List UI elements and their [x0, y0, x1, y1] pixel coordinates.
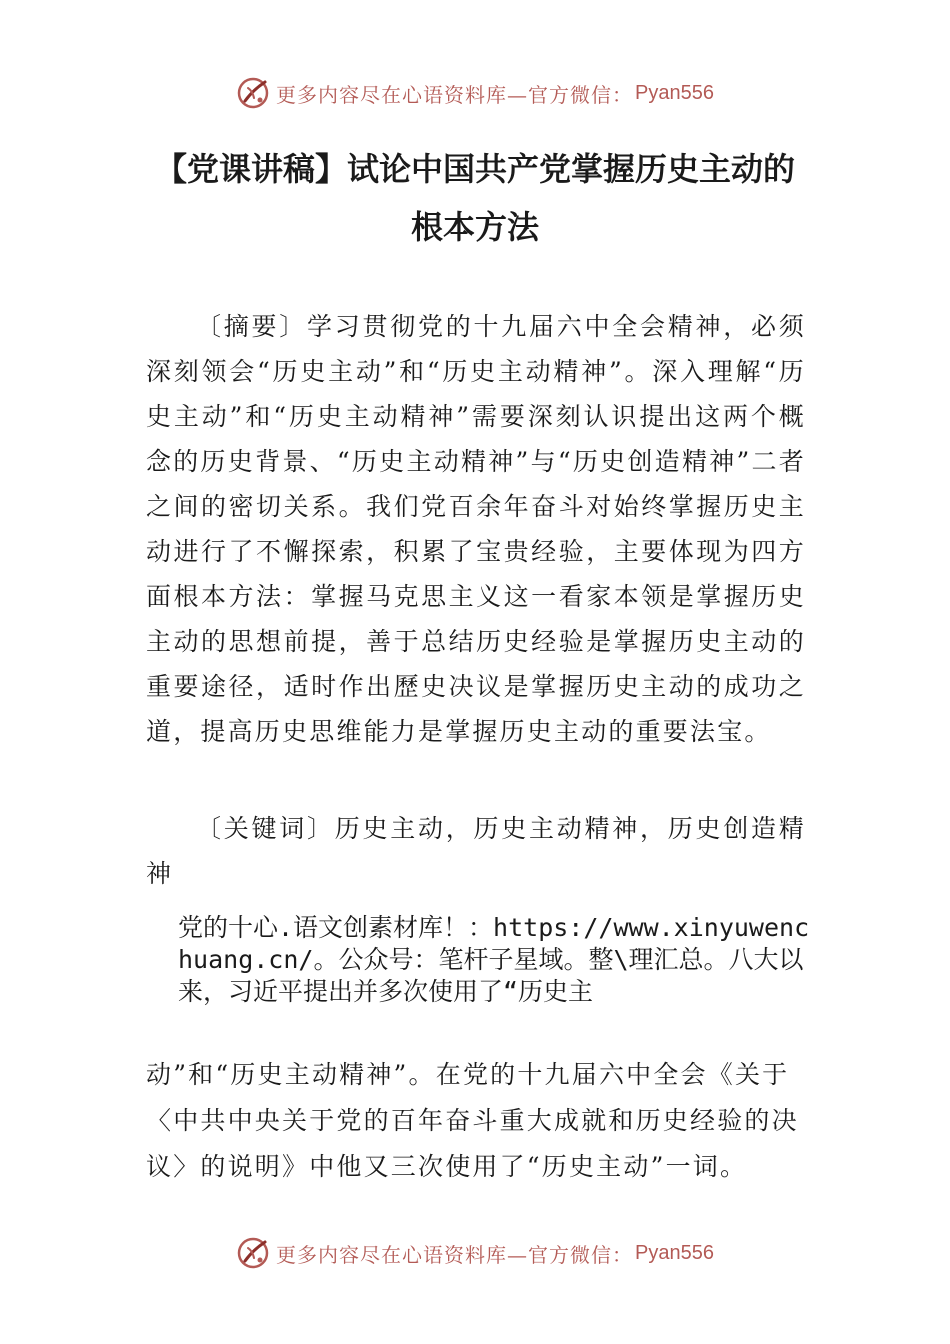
document-title: 【党课讲稿】试论中国共产党掌握历史主动的根本方法 — [154, 150, 795, 246]
header-banner-text: 更多内容尽在心语资料库—官方微信： — [276, 82, 634, 107]
footer-banner — [0, 1228, 950, 1278]
header-banner — [0, 68, 950, 118]
keywords-paragraph: 〔关键词〕历史主动，历史主动精神，历史创造精神 — [146, 814, 806, 888]
brand-logo-icon — [236, 76, 270, 110]
brand-logo-icon — [236, 1236, 270, 1270]
inserted-note-paragraph: 党的十心.语文创素材库！：https://www.xinyuwenchuang.cn/。公众号：笔杆子星域。整\理汇总。八大以来，习近平提出并多次使用了“历史主 — [178, 913, 810, 1006]
header-banner-id: Pyan556 — [635, 81, 714, 104]
footer-banner-text: 更多内容尽在心语资料库—官方微信： — [276, 1242, 634, 1267]
continuation-paragraph: 动”和“历史主动精神”。在党的十九届六中全会《关于〈中共中央关于党的百年奋斗重大成就和历史经验的决议〉的说明》中他又三次使用了“历史主动”一词。 — [146, 1060, 799, 1181]
abstract-paragraph: 〔摘要〕学习贯彻党的十九届六中全会精神，必须深刻领会“历史主动”和“历史主动精神”。深入理解“历史主动”和“历史主动精神”需要深刻认识提出这两个概念的历史背景、“历史主动精神”与“历史创造精神”二者之间的密切关系。我们党百余年奋斗对始终掌握历史主动进行了不懈探索，积累了宝贵经验，主要体现为四方面根本方法：掌握马克思主义这一看家本领是掌握历史主动的思想前提，善于总结历史经验是掌握历史主动的重要途径，适时作出歷史决议是掌握历史主动的成功之道，提高历史思维能力是掌握历史主动的重要法宝。 — [146, 312, 806, 746]
footer-banner-id: Pyan556 — [635, 1241, 714, 1264]
